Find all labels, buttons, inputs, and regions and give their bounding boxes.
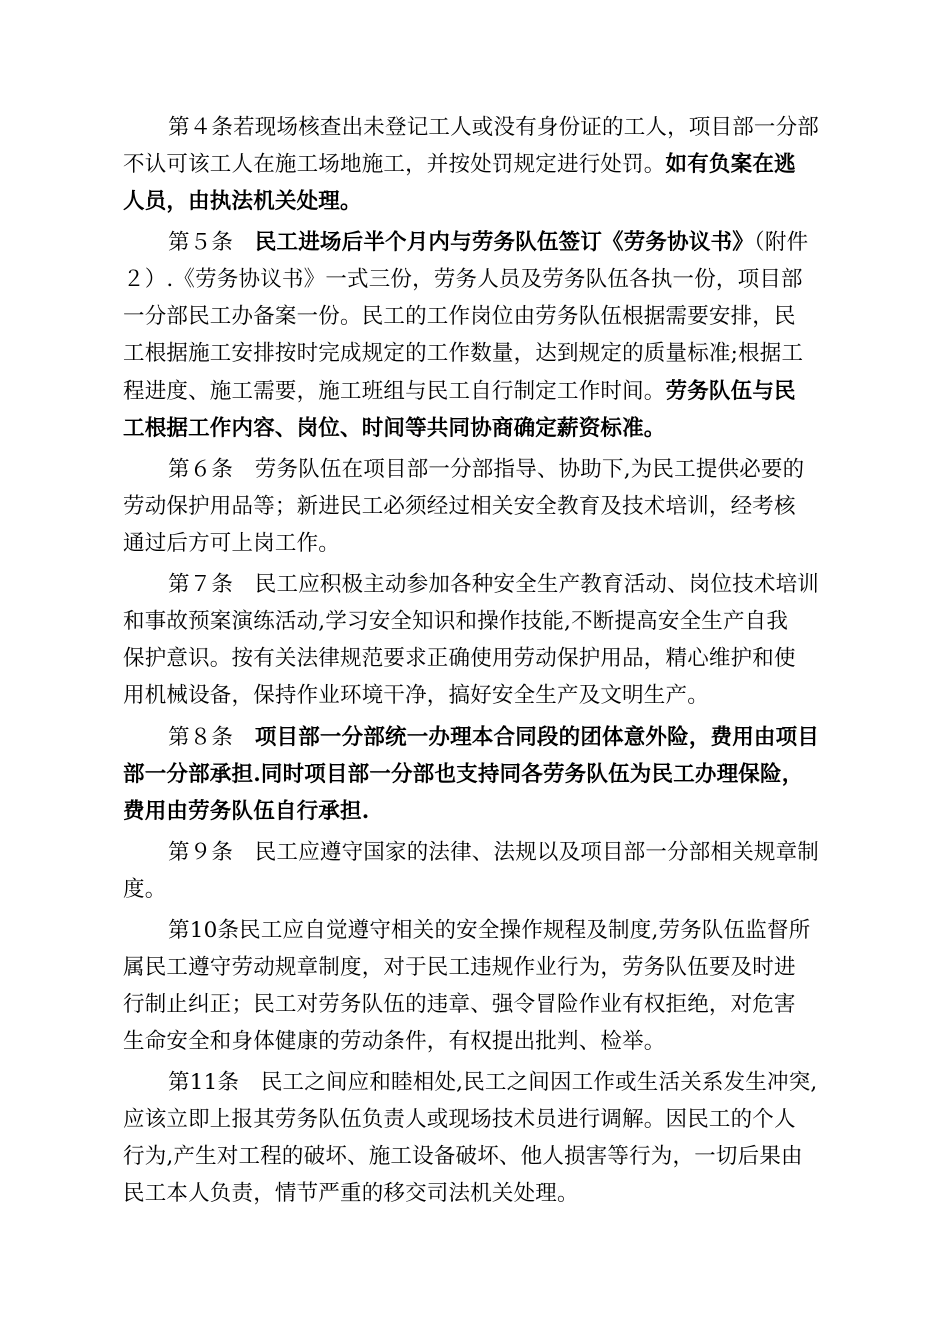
article-11-line-1: 第11条 民工之间应和睦相处,民工之间因工作或生活关系发生冲突, (168, 1070, 818, 1095)
article-7-line-1: 第７条 民工应积极主动参加各种安全生产教育活动、岗位技术培训 (168, 572, 820, 597)
article-8-line-1: 第８条 项目部一分部统一办理本合同段的团体意外险，费用由项目 (168, 725, 820, 750)
article-7-line-4: 用机械设备，保持作业环境干净，搞好安全生产及文明生产。 (123, 683, 709, 708)
article-10-line-2: 属民工遵守劳动规章制度，对于民工违规作业行为，劳务队伍要及时进 (123, 955, 796, 980)
article-11-line-3: 行为,产生对工程的破坏、施工设备破坏、他人损害等行为，一切后果由 (123, 1144, 803, 1169)
article-4-line-1: 第４条若现场核查出未登记工人或没有身份证的工人，项目部一分部 (168, 115, 820, 140)
article-9-line-1: 第９条 民工应遵守国家的法律、法规以及项目部一分部相关规章制 (168, 840, 820, 865)
article-5-line-5: 程进度、施工需要，施工班组与民工自行制定工作时间。劳务队伍与民 (123, 379, 796, 404)
article-10-line-1: 第10条民工应自觉遵守相关的安全操作规程及制度,劳务队伍监督所 (168, 918, 811, 943)
article-11-line-2: 应该立即上报其劳务队伍负责人或现场技术员进行调解。因民工的个人 (123, 1107, 796, 1132)
article-7-line-2: 和事故预案演练活动,学习安全知识和操作技能,不断提高安全生产自我 (123, 609, 789, 634)
article-8-line-3: 费用由劳务队伍自行承担. (123, 799, 370, 824)
article-11-line-4: 民工本人负责，情节严重的移交司法机关处理。 (123, 1181, 579, 1206)
article-10-line-3: 行制止纠正；民工对劳务队伍的违章、强令冒险作业有权拒绝，对危害 (123, 992, 796, 1017)
article-6-line-1: 第６条 劳务队伍在项目部一分部指导、协助下,为民工提供必要的 (168, 457, 805, 482)
article-5-line-1: 第５条 民工进场后半个月内与劳务队伍签订《劳务协议书》（附件 (168, 230, 809, 255)
article-4-line-2: 不认可该工人在施工场地施工，并按处罚规定进行处罚。如有负案在逃 (123, 152, 796, 177)
article-6-line-3: 通过后方可上岗工作。 (123, 531, 341, 556)
article-10-line-4: 生命安全和身体健康的劳动条件，有权提出批判、检举。 (123, 1029, 666, 1054)
article-5-line-4: 工根据施工安排按时完成规定的工作数量，达到规定的质量标准;根据工 (123, 341, 804, 366)
article-5-line-3: 一分部民工办备案一份。民工的工作岗位由劳务队伍根据需要安排，民 (123, 304, 796, 329)
article-5-line-6: 工根据工作内容、岗位、时间等共同协商确定薪资标准。 (123, 416, 666, 441)
article-8-line-2: 部一分部承担.同时项目部一分部也支持同各劳务队伍为民工办理保险， (123, 762, 804, 787)
article-6-line-2: 劳动保护用品等；新进民工必须经过相关安全教育及技术培训，经考核 (123, 494, 796, 519)
article-5-line-2: ２）.《劳务协议书》一式三份，劳务人员及劳务队伍各执一份，项目部 (123, 267, 803, 292)
article-7-line-3: 保护意识。按有关法律规范要求正确使用劳动保护用品，精心维护和使 (123, 646, 796, 671)
article-4-line-3: 人员，由执法机关处理。 (123, 189, 362, 214)
article-9-line-2: 度。 (123, 877, 167, 902)
